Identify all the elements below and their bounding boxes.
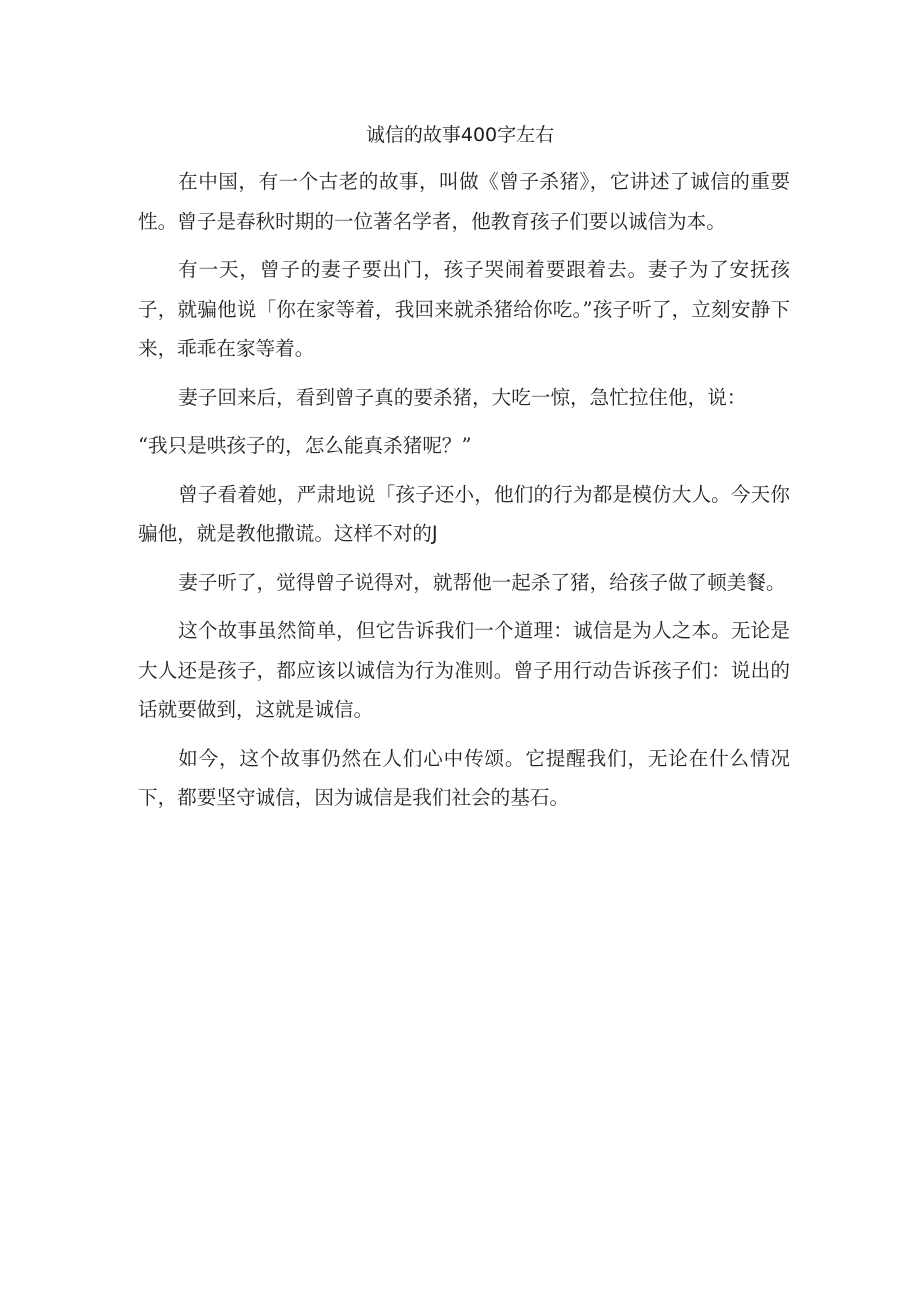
paragraph-1: 在中国，有一个古老的故事，叫做《曾子杀猪》，它讲述了诚信的重要性。曾子是春秋时期的一位著名学者，他教育孩子们要以诚信为本。 — [138, 170, 790, 233]
paragraph-6: 这个故事虽然简单，但它告诉我们一个道理：诚信是为人之本。无论是大人还是孩子，都应该以诚信为行为准则。曾子用行动告诉孩子们：说出的话就要做到，这就是诚信。 — [138, 619, 790, 721]
paragraph-2: 有一天，曾子的妻子要出门，孩子哭闹着要跟着去。妻子为了安抚孩子，就骗他说「你在家等着，我回来就杀猪给你吃。”孩子听了，立刻安静下来，乖乖在家等着。 — [138, 258, 790, 360]
paragraph-5: 妻子听了，觉得曾子说得对，就帮他一起杀了猪，给孩子做了顿美餐。 — [178, 570, 786, 594]
document-title: 诚信的故事400字左右 — [365, 124, 555, 146]
paragraph-4-text: 曾子看着她，严肃地说「孩子还小，他们的行为都是模仿大人。今天你骗他，就是教他撒谎。这样不对的 — [138, 482, 790, 545]
paragraph-7: 如今，这个故事仍然在人们心中传颂。它提醒我们，无论在什么情况下，都要坚守诚信，因为诚信是我们社会的基石。 — [138, 746, 790, 809]
paragraph-3: 妻子回来后，看到曾子真的要杀猪，大吃一惊，急忙拉住他，说： — [178, 385, 747, 409]
stray-glyph: J — [431, 522, 438, 545]
paragraph-quote: “我只是哄孩子的，怎么能真杀猪呢？” — [138, 434, 472, 457]
document-body — [138, 162, 790, 827]
paragraph-4 — [138, 475, 790, 554]
